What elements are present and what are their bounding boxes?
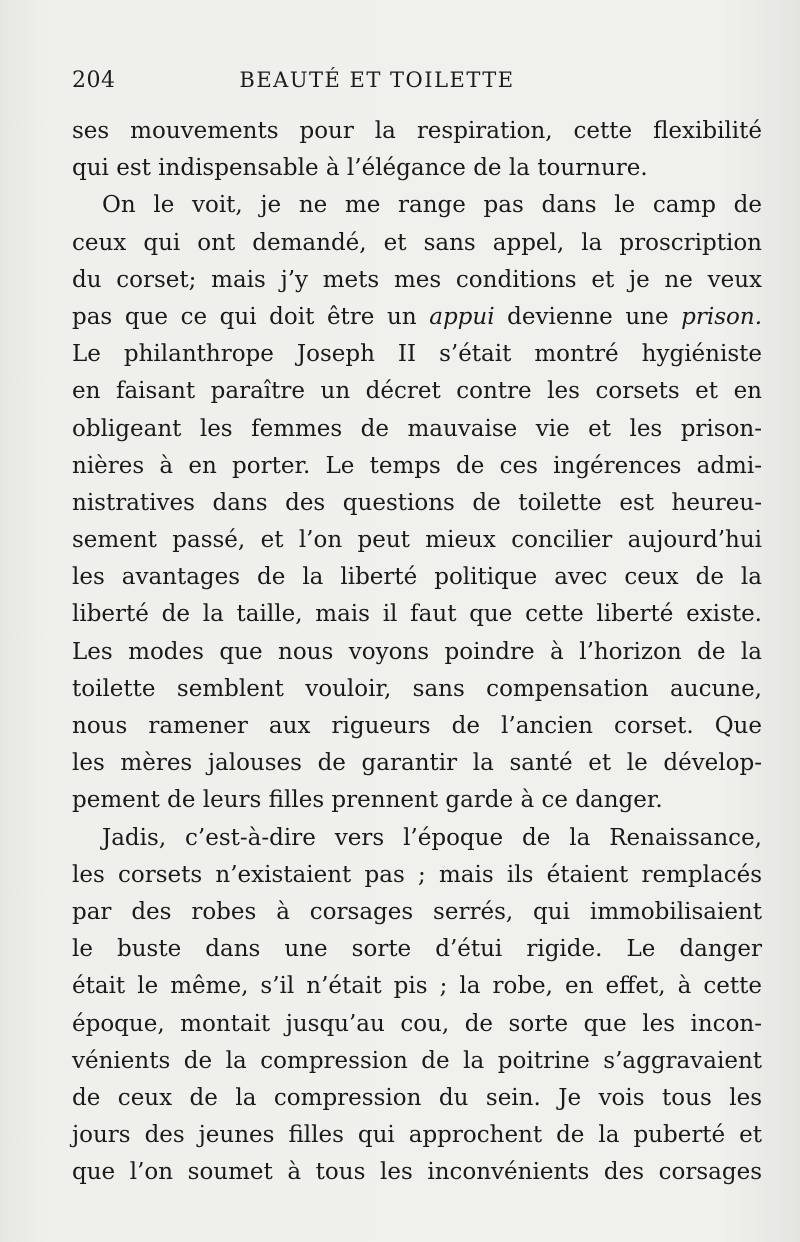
text-line: par des robes à corsages serrés, qui immobilisaient bbox=[72, 898, 762, 925]
text-line: toilette semblent vouloir, sans compensation aucune, bbox=[72, 675, 762, 702]
page-header bbox=[72, 68, 762, 104]
text-line: époque, montait jusqu’au cou, de sorte que les incon- bbox=[72, 1010, 762, 1037]
text-line: les avantages de la liberté politique avec ceux de la bbox=[72, 564, 762, 591]
text-line: Le philanthrope Joseph II s’était montré hygiéniste bbox=[72, 341, 762, 368]
text-line: de ceux de la compression du sein. Je vois tous les bbox=[72, 1084, 762, 1111]
text-line: nistratives dans des questions de toilette est heureu- bbox=[72, 489, 762, 516]
text-line: était le même, s’il n’était pis ; la robe, en effet, à cette bbox=[72, 973, 762, 1000]
text-line: le buste dans une sorte d’étui rigide. Le danger bbox=[72, 936, 762, 963]
text-line: ses mouvements pour la respiration, cette flexibilité bbox=[72, 118, 762, 144]
text-line-with-italics bbox=[72, 299, 762, 336]
italic-word-prison: prison. bbox=[681, 303, 763, 330]
text-line: les mères jalouses de garantir la santé et le dévelop- bbox=[72, 750, 762, 777]
text-line: ceux qui ont demandé, et sans appel, la proscription bbox=[72, 229, 762, 256]
text-span: pas que ce qui doit être un bbox=[72, 303, 430, 330]
text-line: du corset; mais j’y mets mes conditions et je ne veux bbox=[72, 266, 762, 293]
text-span: devienne une bbox=[494, 303, 682, 330]
text-line: sement passé, et l’on peut mieux concilier aujourd’hui bbox=[72, 527, 762, 554]
text-line: jours des jeunes filles qui approchent de la puberté et bbox=[72, 1122, 762, 1149]
italic-word-appui: appui bbox=[429, 303, 495, 330]
text-line: nous ramener aux rigueurs de l’ancien corset. Que bbox=[72, 713, 762, 739]
text-line: On le voit, je ne me range pas dans le camp de bbox=[102, 192, 762, 219]
text-line: qui est indispensable à l’élégance de la tournure. bbox=[72, 155, 648, 182]
text-line: Jadis, c’est-à-dire vers l’époque de la Renaissance, bbox=[102, 824, 762, 851]
text-line: pement de leurs filles prennent garde à ce danger. bbox=[72, 787, 663, 814]
page-number: 204 bbox=[72, 68, 116, 93]
text-line: les corsets n’existaient pas ; mais ils étaient remplacés bbox=[72, 861, 762, 888]
text-line: en faisant paraître un décret contre les corsets et en bbox=[72, 378, 762, 405]
text-line: que l’on soumet à tous les inconvénients des corsages bbox=[72, 1159, 762, 1186]
text-line: liberté de la taille, mais il faut que cette liberté existe. bbox=[72, 601, 762, 628]
text-line: nières à en porter. Le temps de ces ingérences admi- bbox=[72, 452, 762, 479]
page-body bbox=[72, 113, 762, 1191]
running-title: BEAUTÉ ET TOILETTE bbox=[239, 68, 515, 92]
text-line: obligeant les femmes de mauvaise vie et les prison- bbox=[72, 415, 762, 442]
text-line: vénients de la compression de la poitrine s’aggravaient bbox=[72, 1047, 762, 1074]
text-line: Les modes que nous voyons poindre à l’horizon de la bbox=[72, 638, 762, 665]
